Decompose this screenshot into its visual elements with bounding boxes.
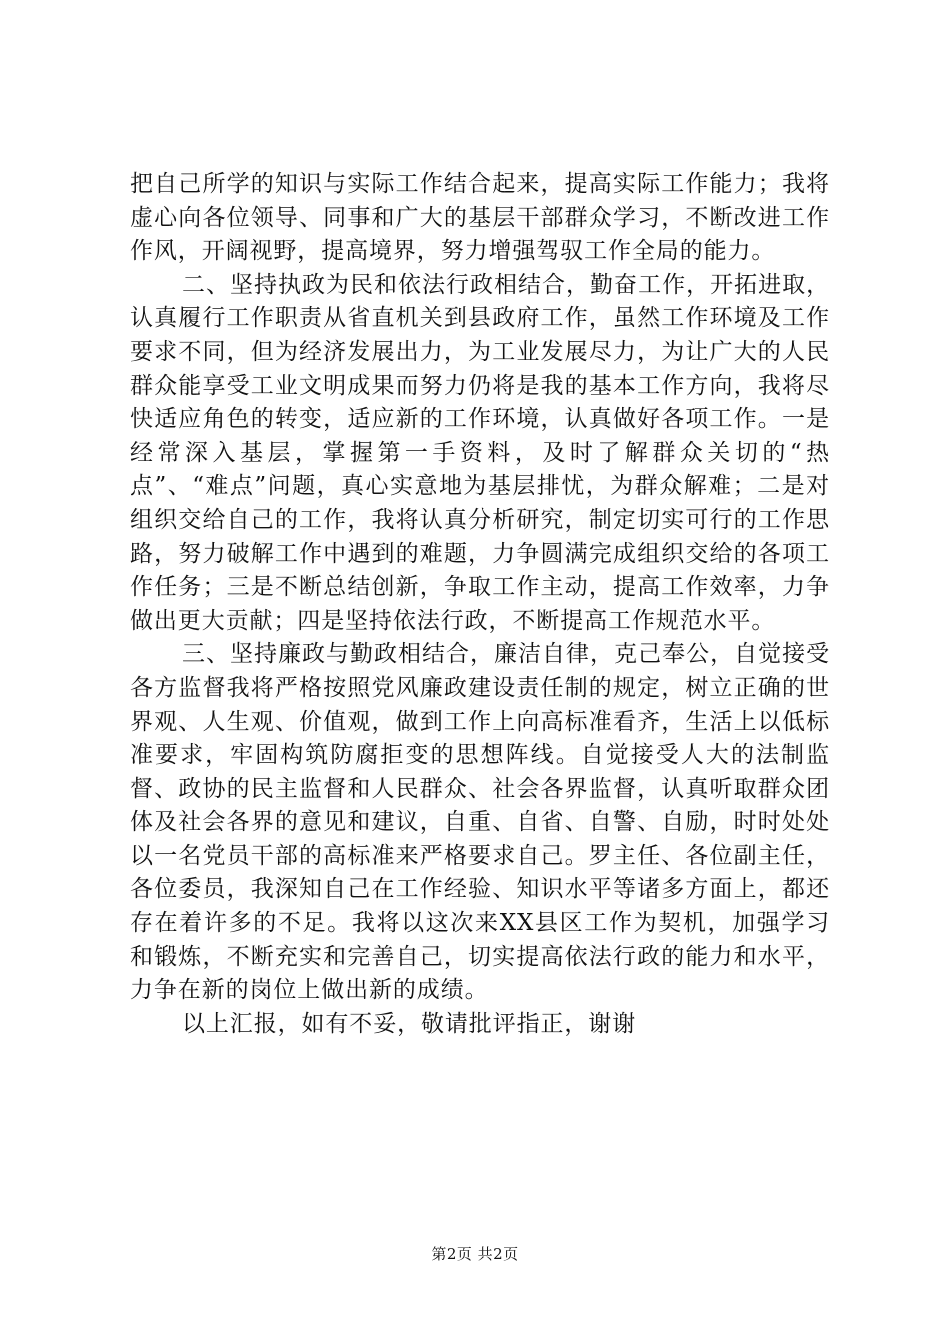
- paragraph-continuation: 把自己所学的知识与实际工作结合起来，提高实际工作能力；我将虚心向各位领导、同事和广大的基层干部群众学习，不断改进工作作风，开阔视野，提高境界，努力增强驾驭工作全局的能力。: [130, 171, 830, 265]
- paragraph-section-three: 三、坚持廉政与勤政相结合，廉洁自律，克己奉公，自觉接受各方监督我将严格按照党风廉政建设责任制的规定，树立正确的世界观、人生观、价值观，做到工作上向高标准看齐，生活上以低标准要求，牢固构筑防腐拒变的思想阵线。自觉接受人大的法制监督、政协的民主监督和人民群众、社会各界监督，认真听取群众团体及社会各界的意见和建议，自重、自省、自警、自励，时时处处以一名党员干部的高标准来严格要求自己。罗主任、各位副主任，各位委员，我深知自己在工作经验、知识水平等诸多方面上，都还存在着许多的不足。我将以这次来XX县区工作为契机，加强学习和锻炼，不断充实和完善自己，切实提高依法行政的能力和水平，力争在新的岗位上做出新的成绩。: [130, 641, 830, 1004]
- page-number-label: 第2页 共2页: [431, 1245, 519, 1263]
- page-footer: [0, 1243, 950, 1264]
- paragraph-closing: 以上汇报，如有不妥，敬请批评指正，谢谢: [182, 1010, 637, 1037]
- document-body: [130, 168, 830, 1041]
- paragraph-section-two: 二、坚持执政为民和依法行政相结合，勤奋工作，开拓进取，认真履行工作职责从省直机关到县政府工作，虽然工作环境及工作要求不同，但为经济发展出力，为工业发展尽力，为让广大的人民群众能享受工业文明成果而努力仍将是我的基本工作方向，我将尽快适应角色的转变，适应新的工作环境，认真做好各项工作。一是经常深入基层，掌握第一手资料，及时了解群众关切的“热点”、“难点”问题，真心实意地为基层排忧，为群众解难；二是对组织交给自己的工作，我将认真分析研究，制定切实可行的工作思路，努力破解工作中遇到的难题，力争圆满完成组织交给的各项工作任务；三是不断总结创新，争取工作主动，提高工作效率，力争做出更大贡献；四是坚持依法行政，不断提高工作规范水平。: [130, 271, 830, 634]
